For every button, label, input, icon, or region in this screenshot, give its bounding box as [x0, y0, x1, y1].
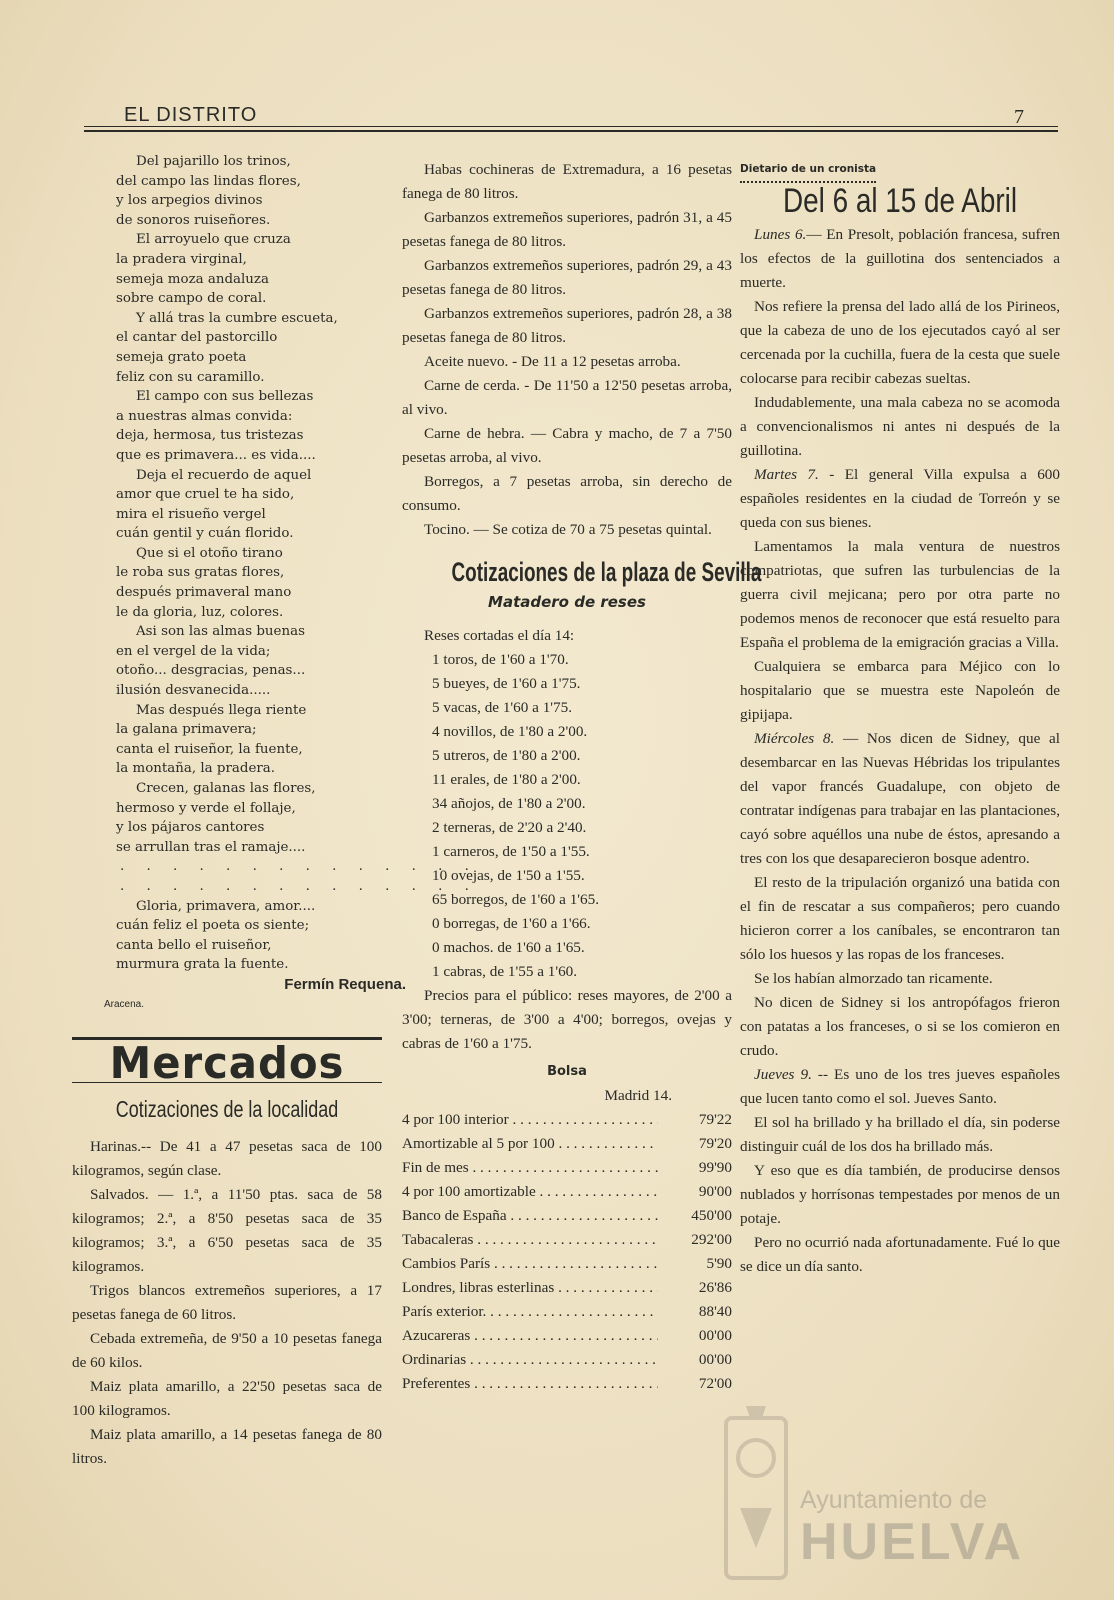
local-heading: Cotizaciones de la localidad: [115, 1095, 339, 1122]
entry-text: El resto de la tripulación organizó una batida con el fin de rescatar a sus compañeros; pero cuando hicieron correr a los caníbales, se encontraron tan sólo los huesos y las ropas de los franceses.: [740, 874, 1060, 963]
poem-line: murmura grata la fuente.: [116, 957, 289, 973]
poem-line: amor que cruel te ha sido,: [116, 487, 295, 503]
poem-line: cuán gentil y cuán florido.: [116, 526, 294, 542]
price-paragraph: Carne de hebra. — Cabra y macho, de 7 a 7'50 pesetas arroba, al vivo.: [402, 425, 732, 466]
watermark-line2: HUELVA: [800, 1513, 1025, 1571]
city-seal-icon: [720, 1398, 792, 1588]
entry-text: - El general Villa expulsa a 600 españoles residentes en la ciudad de Torreón y se queda con sus bienes.: [740, 466, 1060, 531]
dietario-paragraph: [740, 727, 1060, 871]
bolsa-value: 79'22: [698, 1111, 732, 1128]
bolsa-label: Fin de mes . . .: [402, 1156, 658, 1180]
dietario-heading: Del 6 al 15 de Abril: [782, 182, 1018, 220]
bolsa-value: 88'40: [698, 1303, 732, 1320]
poem-line: canta el ruiseñor, la fuente,: [116, 741, 303, 757]
poem-line: sobre campo de coral.: [116, 291, 267, 307]
poem-line: semeja moza andaluza: [116, 271, 269, 287]
poem-line: la pradera virginal,: [116, 251, 247, 267]
poem-line: se arrullan tras el ramaje....: [116, 839, 306, 855]
poem-line: y los pájaros cantores: [116, 820, 265, 836]
entry-day: Martes 7.: [754, 466, 819, 483]
bolsa-row: [402, 1204, 732, 1228]
poem-line: Crecen, galanas las flores,: [136, 781, 316, 796]
reses-intro: Reses cortadas el día 14:: [424, 627, 575, 644]
poem-line: mira el risueño vergel: [116, 506, 266, 522]
poem-line: del campo las lindas flores,: [116, 173, 301, 189]
poem-line: Deja el recuerdo de aquel: [136, 467, 312, 483]
poem-line: que es primavera... es vida....: [116, 447, 316, 463]
dietario-paragraph: [740, 391, 1060, 463]
poem-line: Asi son las almas buenas: [136, 624, 305, 640]
dietario-paragraph: [740, 1111, 1060, 1159]
poem-line: y los arpegios divinos: [116, 193, 263, 209]
cattle-item: 5 utreros, de 1'80 a 2'00.: [432, 747, 581, 764]
page-number: 7: [1014, 106, 1024, 128]
bolsa-label: Azucareras . . .: [402, 1324, 658, 1348]
cattle-item: 65 borregos, de 1'60 a 1'65.: [432, 891, 600, 908]
poem-line: Gloria, primavera, amor....: [136, 898, 316, 914]
cattle-item: 34 añojos, de 1'80 a 2'00.: [432, 795, 586, 812]
price-paragraph: Trigos blancos extremeños superiores, a 17 pesetas fanega de 60 litros.: [72, 1281, 382, 1323]
cattle-list: [402, 624, 732, 984]
entry-text: No dicen de Sidney si los antropófagos frieron con patatas a los franceses, o si se los comieron en crudo.: [740, 994, 1060, 1059]
dietario-paragraph: [740, 1159, 1060, 1231]
poem-line: cuán feliz el poeta os siente;: [116, 918, 310, 934]
poem-line: El campo con sus bellezas: [136, 389, 314, 405]
matadero-heading: Matadero de reses: [488, 593, 646, 611]
poem-line: después primaveral mano: [116, 585, 292, 601]
bolsa-value: 79'20: [698, 1135, 732, 1152]
poem-line: en el vergel de la vida;: [116, 643, 271, 659]
public-prices: Precios para el público: reses mayores, de 2'00 a 3'00; terneras, de 3'00 a 4'00; borregos, ovejas y cabras de 1'60 a 1'75.: [402, 987, 732, 1052]
bolsa-heading: Bolsa: [547, 1064, 587, 1079]
cattle-item: 11 erales, de 1'80 a 2'00.: [432, 771, 581, 788]
poem-ellipsis: . . . . . . . . . . . . . .: [120, 878, 478, 894]
entry-text: Lamentamos la mala ventura de nuestros compatriotas, que sufren las turbulencias de la guerra civil mejicana; pero por otra parte no podemos menos de reconocer que está resuelto para España el problema de la emigración gracias a Villa.: [740, 538, 1060, 651]
bolsa-row: [402, 1108, 732, 1132]
poem-line: hermoso y verde el follaje,: [116, 800, 296, 816]
price-paragraph: Garbanzos extremeños superiores, padrón 28, a 38 pesetas fanega de 80 litros.: [402, 305, 732, 346]
entry-text: Y eso que es día también, de producirse densos nublados y horrísonas tempestades por menos de un potaje.: [740, 1162, 1060, 1227]
bolsa-row: [402, 1372, 732, 1396]
dietario-paragraph: [740, 535, 1060, 655]
mercados-title: Mercados: [109, 1037, 345, 1089]
price-paragraph: Salvados. — 1.ª, a 11'50 ptas. saca de 58 kilogramos; 2.ª, a 8'50 pesetas saca de 35 kilogramos; 3.ª, a 6'50 pesetas saca de 35 kilogramos.: [72, 1185, 382, 1275]
price-paragraph: Borregos, a 7 pesetas arroba, sin derecho de consumo.: [402, 473, 732, 514]
column-2: [402, 158, 762, 1396]
dietario-paragraph: [740, 1063, 1060, 1111]
bolsa-value: 450'00: [691, 1207, 732, 1224]
price-paragraph: Garbanzos extremeños superiores, padrón 29, a 43 pesetas fanega de 80 litros.: [402, 257, 732, 298]
entry-text: Nos refiere la prensa del lado allá de los Pirineos, que la cabeza de uno de los ejecutados cayó al ser cercenada por la cuchilla, fuera de la cesta que suele colocarse para recibir cabezas sueltas.: [740, 298, 1060, 387]
poem-line: a nuestras almas convida:: [116, 408, 293, 424]
entry-text: Pero no ocurrió nada afortunadamente. Fué lo que se dice un día santo.: [740, 1234, 1060, 1275]
cattle-item: 4 novillos, de 1'80 a 2'00.: [432, 723, 588, 740]
poem-line: Mas después llega riente: [136, 702, 307, 718]
newspaper-title: EL DISTRITO: [124, 104, 258, 126]
price-paragraph: Garbanzos extremeños superiores, padrón 31, a 45 pesetas fanega de 80 litros.: [402, 209, 732, 250]
poem: [116, 152, 478, 995]
bolsa-table: [402, 1108, 732, 1396]
entry-text: Indudablemente, una mala cabeza no se acomoda a convencionalismos ni antes ni después de la guillotina.: [740, 394, 1060, 459]
dietario-kicker: Dietario de un cronista: [740, 157, 876, 183]
poem-line: semeja grato poeta: [116, 349, 247, 365]
bolsa-value: 26'86: [698, 1279, 732, 1296]
poem-line: Y allá tras la cumbre escueta,: [136, 310, 338, 326]
bolsa-value: 00'00: [698, 1351, 732, 1368]
price-paragraph: Harinas.-- De 41 a 47 pesetas saca de 100 kilogramos, según clase.: [72, 1137, 382, 1179]
cattle-item: 5 vacas, de 1'60 a 1'75.: [432, 699, 573, 716]
dietario-entries: [740, 223, 1060, 1279]
dietario-paragraph: [740, 223, 1060, 295]
entry-text: Cualquiera se embarca para Méjico con lo hospitalario que se muestra este Napoleón de gipijapa.: [740, 658, 1060, 723]
poem-line: El arroyuelo que cruza: [136, 232, 291, 248]
bolsa-label: Cambios París . . .: [402, 1252, 658, 1276]
poem-line: otoño... desgracias, penas...: [116, 663, 306, 679]
poem-line: la galana primavera;: [116, 722, 257, 738]
bolsa-label: 4 por 100 interior . . .: [402, 1108, 658, 1132]
entry-day: Lunes 6.: [754, 226, 807, 243]
poem-line: le roba sus gratas flores,: [116, 565, 285, 581]
poem-line: le da gloria, luz, colores.: [116, 604, 284, 620]
bolsa-value: 00'00: [698, 1327, 732, 1344]
cattle-item: 1 cabras, de 1'55 a 1'60.: [432, 963, 578, 980]
price-paragraph: Aceite nuevo. - De 11 a 12 pesetas arroba.: [424, 353, 681, 370]
bolsa-label: 4 por 100 amortizable . . .: [402, 1180, 658, 1204]
bolsa-row: [402, 1180, 732, 1204]
dietario-paragraph: [740, 463, 1060, 535]
poem-ellipsis: . . . . . . . . . . . . . .: [120, 859, 478, 875]
cattle-item: 5 bueyes, de 1'60 a 1'75.: [432, 675, 581, 692]
poem-line: el cantar del pastorcillo: [116, 330, 278, 346]
bolsa-value: 5'90: [706, 1255, 732, 1272]
cattle-item: 0 machos. de 1'60 a 1'65.: [432, 939, 585, 956]
bolsa-label: Tabacaleras . . .: [402, 1228, 658, 1252]
bolsa-value: 90'00: [698, 1183, 732, 1200]
dietario-paragraph: [740, 871, 1060, 967]
bolsa-row: [402, 1324, 732, 1348]
header-rule: [84, 126, 1058, 127]
entry-day: Jueves 9.: [754, 1066, 812, 1083]
bolsa-row: [402, 1300, 732, 1324]
bolsa-label: Londres, libras esterlinas . . .: [402, 1276, 658, 1300]
entry-text: — Nos dicen de Sidney, que al desembarcar en las Nuevas Hébridas los tripulantes del vapor francés Guadalupe, con objeto de contratar indígenas para trabajar en las plantaciones, cayó sobre aquéllos una nube de éstos, apresando a tres con los que desaparecieron bosque adentro.: [740, 730, 1060, 867]
dietario-paragraph: [740, 295, 1060, 391]
poem-line: feliz con su caramillo.: [116, 369, 265, 385]
poem-line: Que si el otoño tirano: [136, 545, 283, 561]
bolsa-label: Ordinarias . . .: [402, 1348, 658, 1372]
poem-line: ilusión desvanecida.....: [116, 683, 271, 699]
poem-line: Del pajarillo los trinos,: [136, 154, 291, 169]
column-3: [740, 156, 1060, 1279]
poem-line: de sonoros ruiseñores.: [116, 212, 271, 228]
price-paragraph: Maiz plata amarillo, a 14 pesetas fanega de 80 litros.: [72, 1425, 382, 1467]
bolsa-row: [402, 1156, 732, 1180]
dietario-paragraph: [740, 655, 1060, 727]
bolsa-value: 72'00: [698, 1375, 732, 1392]
bolsa-label: París exterior. . . .: [402, 1300, 658, 1324]
entry-text: El sol ha brillado y ha brillado el día, sin poderse distinguir cuál de los dos ha brillado más.: [740, 1114, 1060, 1155]
bolsa-row: [402, 1348, 732, 1372]
cattle-item: 1 toros, de 1'60 a 1'70.: [432, 651, 569, 668]
public-prices-block: [402, 984, 732, 1056]
cattle-item: 0 borregas, de 1'60 a 1'66.: [432, 915, 591, 932]
local-prices: [72, 1135, 382, 1471]
entry-text: -- Es uno de los tres jueves españoles que lucen tanto como el sol. Jueves Santo.: [740, 1066, 1060, 1107]
bolsa-label: Banco de España . . .: [402, 1204, 658, 1228]
price-paragraph: Maiz plata amarillo, a 22'50 pesetas saca de 100 kilogramos.: [72, 1377, 382, 1419]
entry-text: Se los habían almorzado tan ricamente.: [754, 970, 993, 987]
dietario-paragraph: [740, 1231, 1060, 1279]
poem-line: canta bello el ruiseñor,: [116, 937, 272, 953]
bolsa-row: [402, 1276, 732, 1300]
poem-line: la montaña, la pradera.: [116, 761, 276, 777]
watermark-line1: Ayuntamiento de: [800, 1486, 988, 1514]
sevilla-heading: Cotizaciones de la plaza de Sevilla: [451, 557, 762, 587]
bolsa-value: 292'00: [691, 1231, 732, 1248]
poem-line: deja, hermosa, tus tristezas: [116, 428, 304, 444]
bolsa-value: 99'90: [698, 1159, 732, 1176]
cattle-item: 10 ovejas, de 1'50 a 1'55.: [432, 867, 585, 884]
bolsa-row: [402, 1252, 732, 1276]
entry-text: — En Presolt, población francesa, sufren los efectos de la guillotina dos sentenciados a muerte.: [740, 226, 1060, 291]
poem-author: Fermín Requena.: [284, 975, 406, 993]
bolsa-label: Preferentes . . .: [402, 1372, 658, 1396]
cattle-item: 2 terneras, de 2'20 a 2'40.: [432, 819, 587, 836]
dietario-paragraph: [740, 991, 1060, 1063]
bolsa-row: [402, 1228, 732, 1252]
market-prices: [402, 158, 732, 542]
bolsa-date: Madrid 14.: [604, 1087, 672, 1104]
entry-day: Miércoles 8.: [754, 730, 835, 747]
price-paragraph: Carne de cerda. - De 11'50 a 12'50 pesetas arroba, al vivo.: [402, 377, 732, 418]
bolsa-row: [402, 1132, 732, 1156]
dietario-paragraph: [740, 967, 1060, 991]
price-paragraph: Habas cochineras de Extremadura, a 16 pesetas fanega de 80 litros.: [402, 161, 732, 202]
poem-place: Aracena.: [104, 998, 145, 1010]
bolsa-label: Amortizable al 5 por 100 . . .: [402, 1132, 658, 1156]
price-paragraph: Tocino. — Se cotiza de 70 a 75 pesetas quintal.: [424, 521, 712, 538]
price-paragraph: Cebada extremeña, de 9'50 a 10 pesetas fanega de 60 kilos.: [72, 1329, 382, 1371]
header-rule-thick: [84, 130, 1058, 132]
cattle-item: 1 carneros, de 1'50 a 1'55.: [432, 843, 590, 860]
